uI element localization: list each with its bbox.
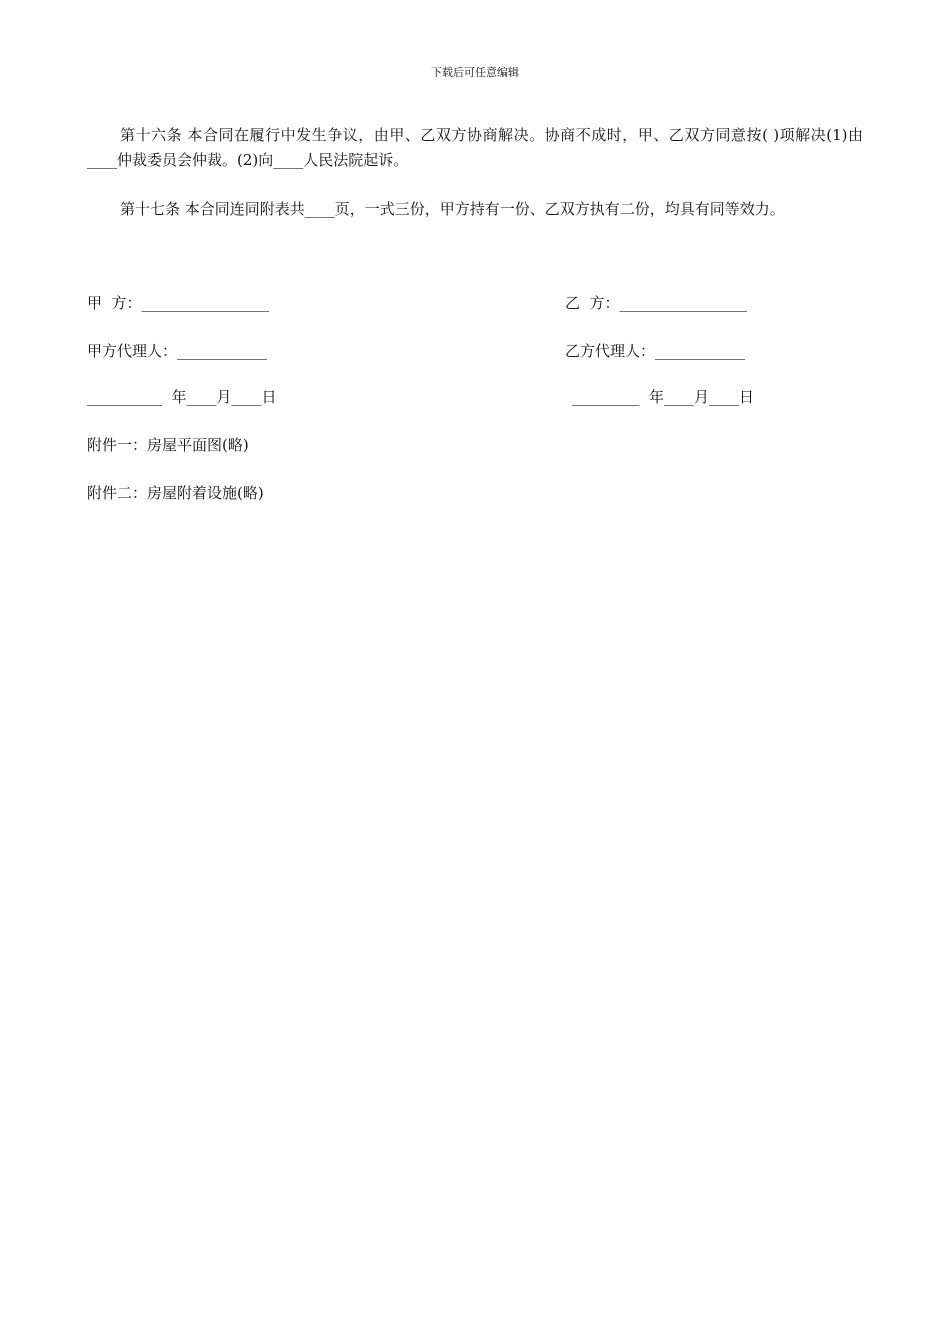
party-a-agent-line: 甲方代理人：____________	[87, 342, 268, 360]
article-17: 第十七条 本合同连同附表共____页，一式三份，甲方持有一份、乙双方执有二份，均具有同等效力。	[120, 200, 785, 218]
party-b-agent-line: 乙方代理人：____________	[565, 342, 746, 360]
party-b-date-line: _________ 年____月____日	[572, 388, 755, 406]
party-b-signature-line: 乙 方：_________________	[565, 294, 748, 312]
page-header: 下载后可任意编辑	[431, 66, 519, 79]
attachment-1: 附件一：房屋平面图(略)	[87, 436, 249, 454]
party-a-date-line: __________ 年____月____日	[87, 388, 277, 406]
attachment-2: 附件二：房屋附着设施(略)	[87, 484, 264, 502]
party-a-signature-line: 甲 方：_________________	[87, 294, 270, 312]
article-16: 第十六条 本合同在履行中发生争议，由甲、乙双方协商解决。协商不成时，甲、乙双方同意按( )项解决(1)由____仲裁委员会仲裁。(2)向____人民法院起诉。	[87, 126, 863, 169]
